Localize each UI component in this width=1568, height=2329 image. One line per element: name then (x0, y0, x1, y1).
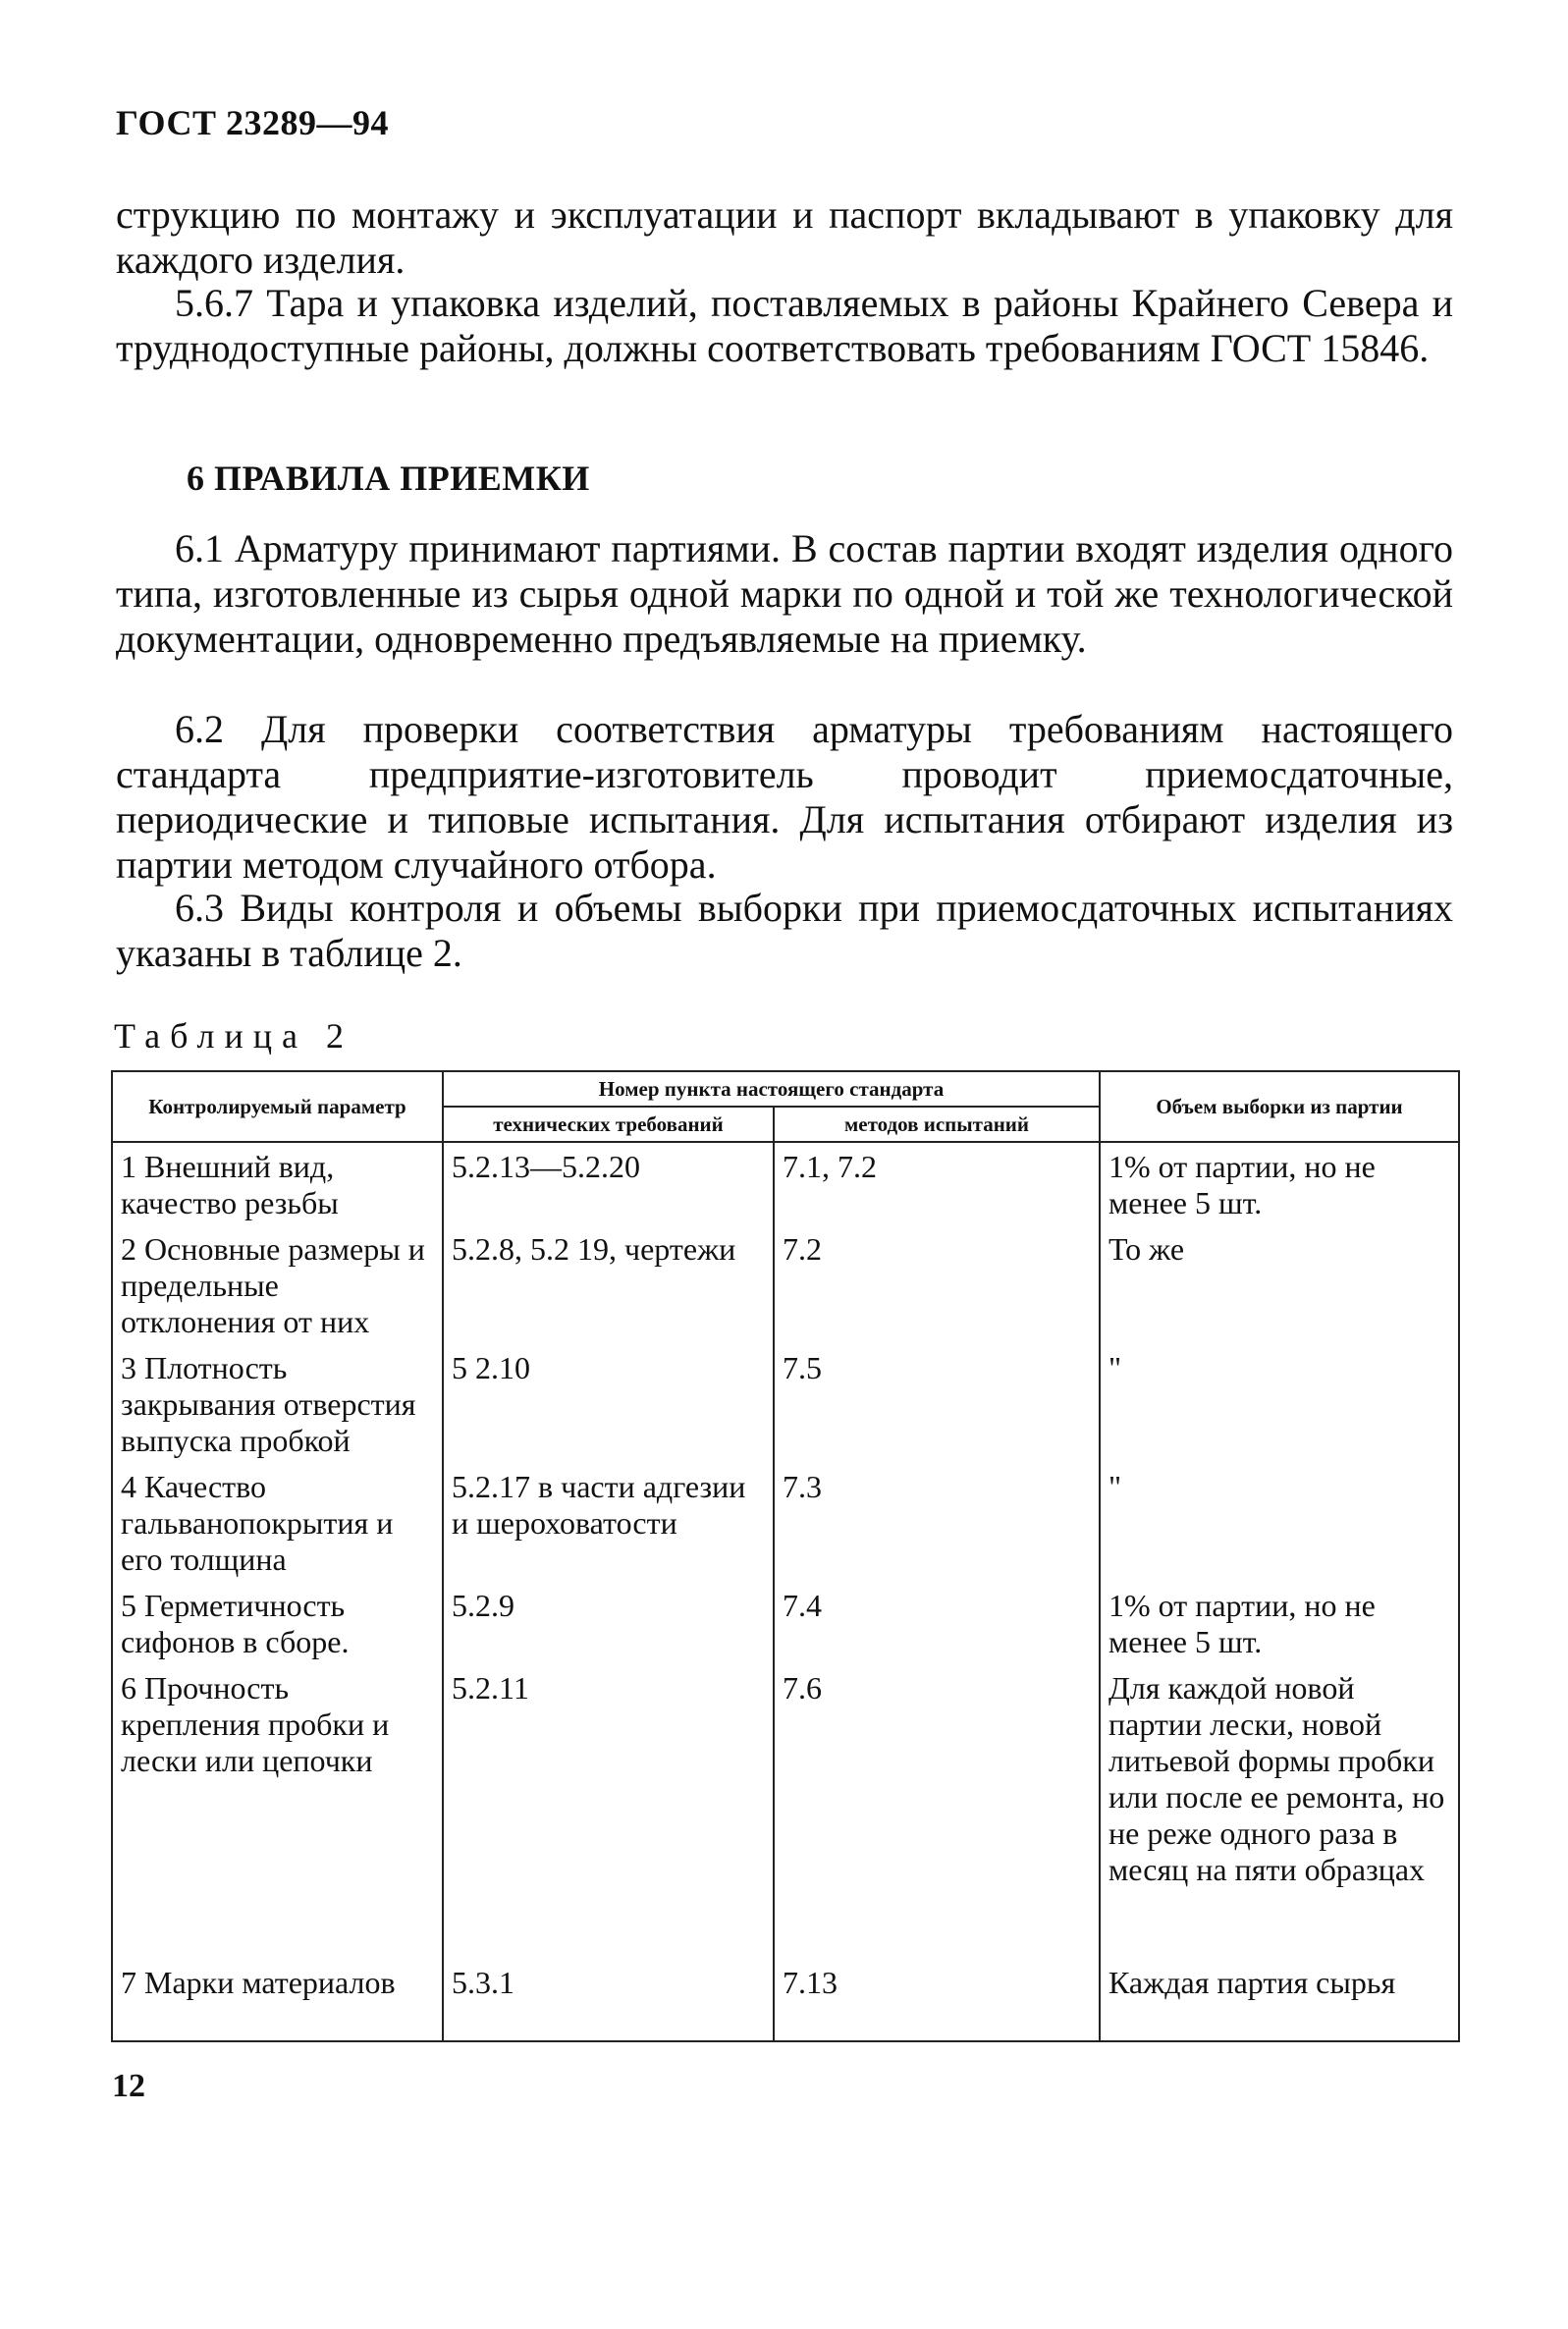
cell-tech: 5.2.8, 5.2 19, чертежи (443, 1225, 774, 1344)
paragraph-6-3 (116, 886, 1453, 976)
paragraph-6-2 (116, 707, 1453, 888)
paragraph-text: струкцию по монтажу и эксплуатации и паспорт вкладывают в упаковку для каждого изделия. (116, 192, 1453, 282)
cell-param: 7 Марки материалов (112, 1959, 443, 2041)
cell-methods: 7.13 (774, 1959, 1100, 2041)
cell-tech: 5.3.1 (443, 1959, 774, 2041)
cell-param: 1 Внешний вид, качество резьбы (112, 1142, 443, 1225)
cell-sample: То же (1100, 1225, 1459, 1344)
cell-param: 3 Плотность закрывания отверстия выпуска пробкой (112, 1344, 443, 1463)
inspection-table (111, 1070, 1460, 2042)
header-methods: методов испытаний (774, 1107, 1100, 1142)
paragraph-text: 6.2 Для проверки соответствия арматуры требованиям настоящего стандарта предприятие-изготовитель проводит приемосдаточные, периодические и типовые испытания. Для испытания отбирают изделия из партии методом случайного отбора. (116, 707, 1453, 887)
cell-methods: 7.6 (774, 1664, 1100, 1959)
paragraph-text: 6.1 Арматуру принимают партиями. В состав партии входят изделия одного типа, изготовленные из сырья одной марки по одной и той же технологической документации, одновременно предъявляемые на приемку. (116, 526, 1453, 661)
paragraph-6-1 (116, 526, 1453, 662)
table-header-row (112, 1071, 1459, 1107)
cell-sample: 1% от партии, но не менее 5 шт. (1100, 1582, 1459, 1664)
paragraph-continuation (116, 192, 1453, 283)
cell-param: 4 Качество гальванопокрытия и его толщина (112, 1463, 443, 1582)
cell-tech: 5.2.17 в части адгезии и шероховатости (443, 1463, 774, 1582)
cell-param: 5 Герметичность сифонов в сборе. (112, 1582, 443, 1664)
cell-sample: 1% от партии, но не менее 5 шт. (1100, 1142, 1459, 1225)
paragraph-text: 6.3 Виды контроля и объемы выборки при приемосдаточных испытаниях указаны в таблице 2. (116, 886, 1453, 975)
cell-tech: 5.2.9 (443, 1582, 774, 1664)
cell-sample: Каждая партия сырья (1100, 1959, 1459, 2041)
cell-tech: 5.2.13—5.2.20 (443, 1142, 774, 1225)
cell-param: 2 Основные размеры и предельные отклонения от них (112, 1225, 443, 1344)
table-caption: Таблица 2 (114, 1016, 353, 1056)
header-param: Контролируемый параметр (112, 1071, 443, 1142)
table-row (112, 1664, 1459, 1959)
cell-methods: 7.4 (774, 1582, 1100, 1664)
cell-methods: 7.2 (774, 1225, 1100, 1344)
table-row (112, 1142, 1459, 1225)
table-row (112, 1959, 1459, 2041)
document-header: ГОСТ 23289—94 (116, 103, 389, 142)
cell-tech: 5.2.11 (443, 1664, 774, 1959)
table-row (112, 1582, 1459, 1664)
table-row (112, 1225, 1459, 1344)
section-title: 6 ПРАВИЛА ПРИЕМКИ (187, 459, 590, 498)
cell-sample: " (1100, 1463, 1459, 1582)
cell-methods: 7.5 (774, 1344, 1100, 1463)
header-sample: Объем выборки из партии (1100, 1071, 1459, 1142)
cell-methods: 7.3 (774, 1463, 1100, 1582)
cell-tech: 5 2.10 (443, 1344, 774, 1463)
cell-param: 6 Прочность крепления пробки и лески или цепочки (112, 1664, 443, 1959)
header-tech: технических требований (443, 1107, 774, 1142)
cell-methods: 7.1, 7.2 (774, 1142, 1100, 1225)
cell-sample: " (1100, 1344, 1459, 1463)
page-number: 12 (112, 2068, 145, 2104)
header-clause-group: Номер пункта настоящего стандарта (443, 1071, 1100, 1107)
paragraph-text: 5.6.7 Тара и упаковка изделий, поставляемых в районы Крайнего Севера и труднодоступные районы, должны соответствовать требованиям ГОСТ 15846. (116, 281, 1453, 370)
table-row (112, 1463, 1459, 1582)
table-row (112, 1344, 1459, 1463)
paragraph-5-6-7 (116, 281, 1453, 371)
cell-sample: Для каждой новой партии лески, новой литьевой формы пробки или после ее ремонта, но не реже одного раза в месяц на пяти образцах (1100, 1664, 1459, 1959)
